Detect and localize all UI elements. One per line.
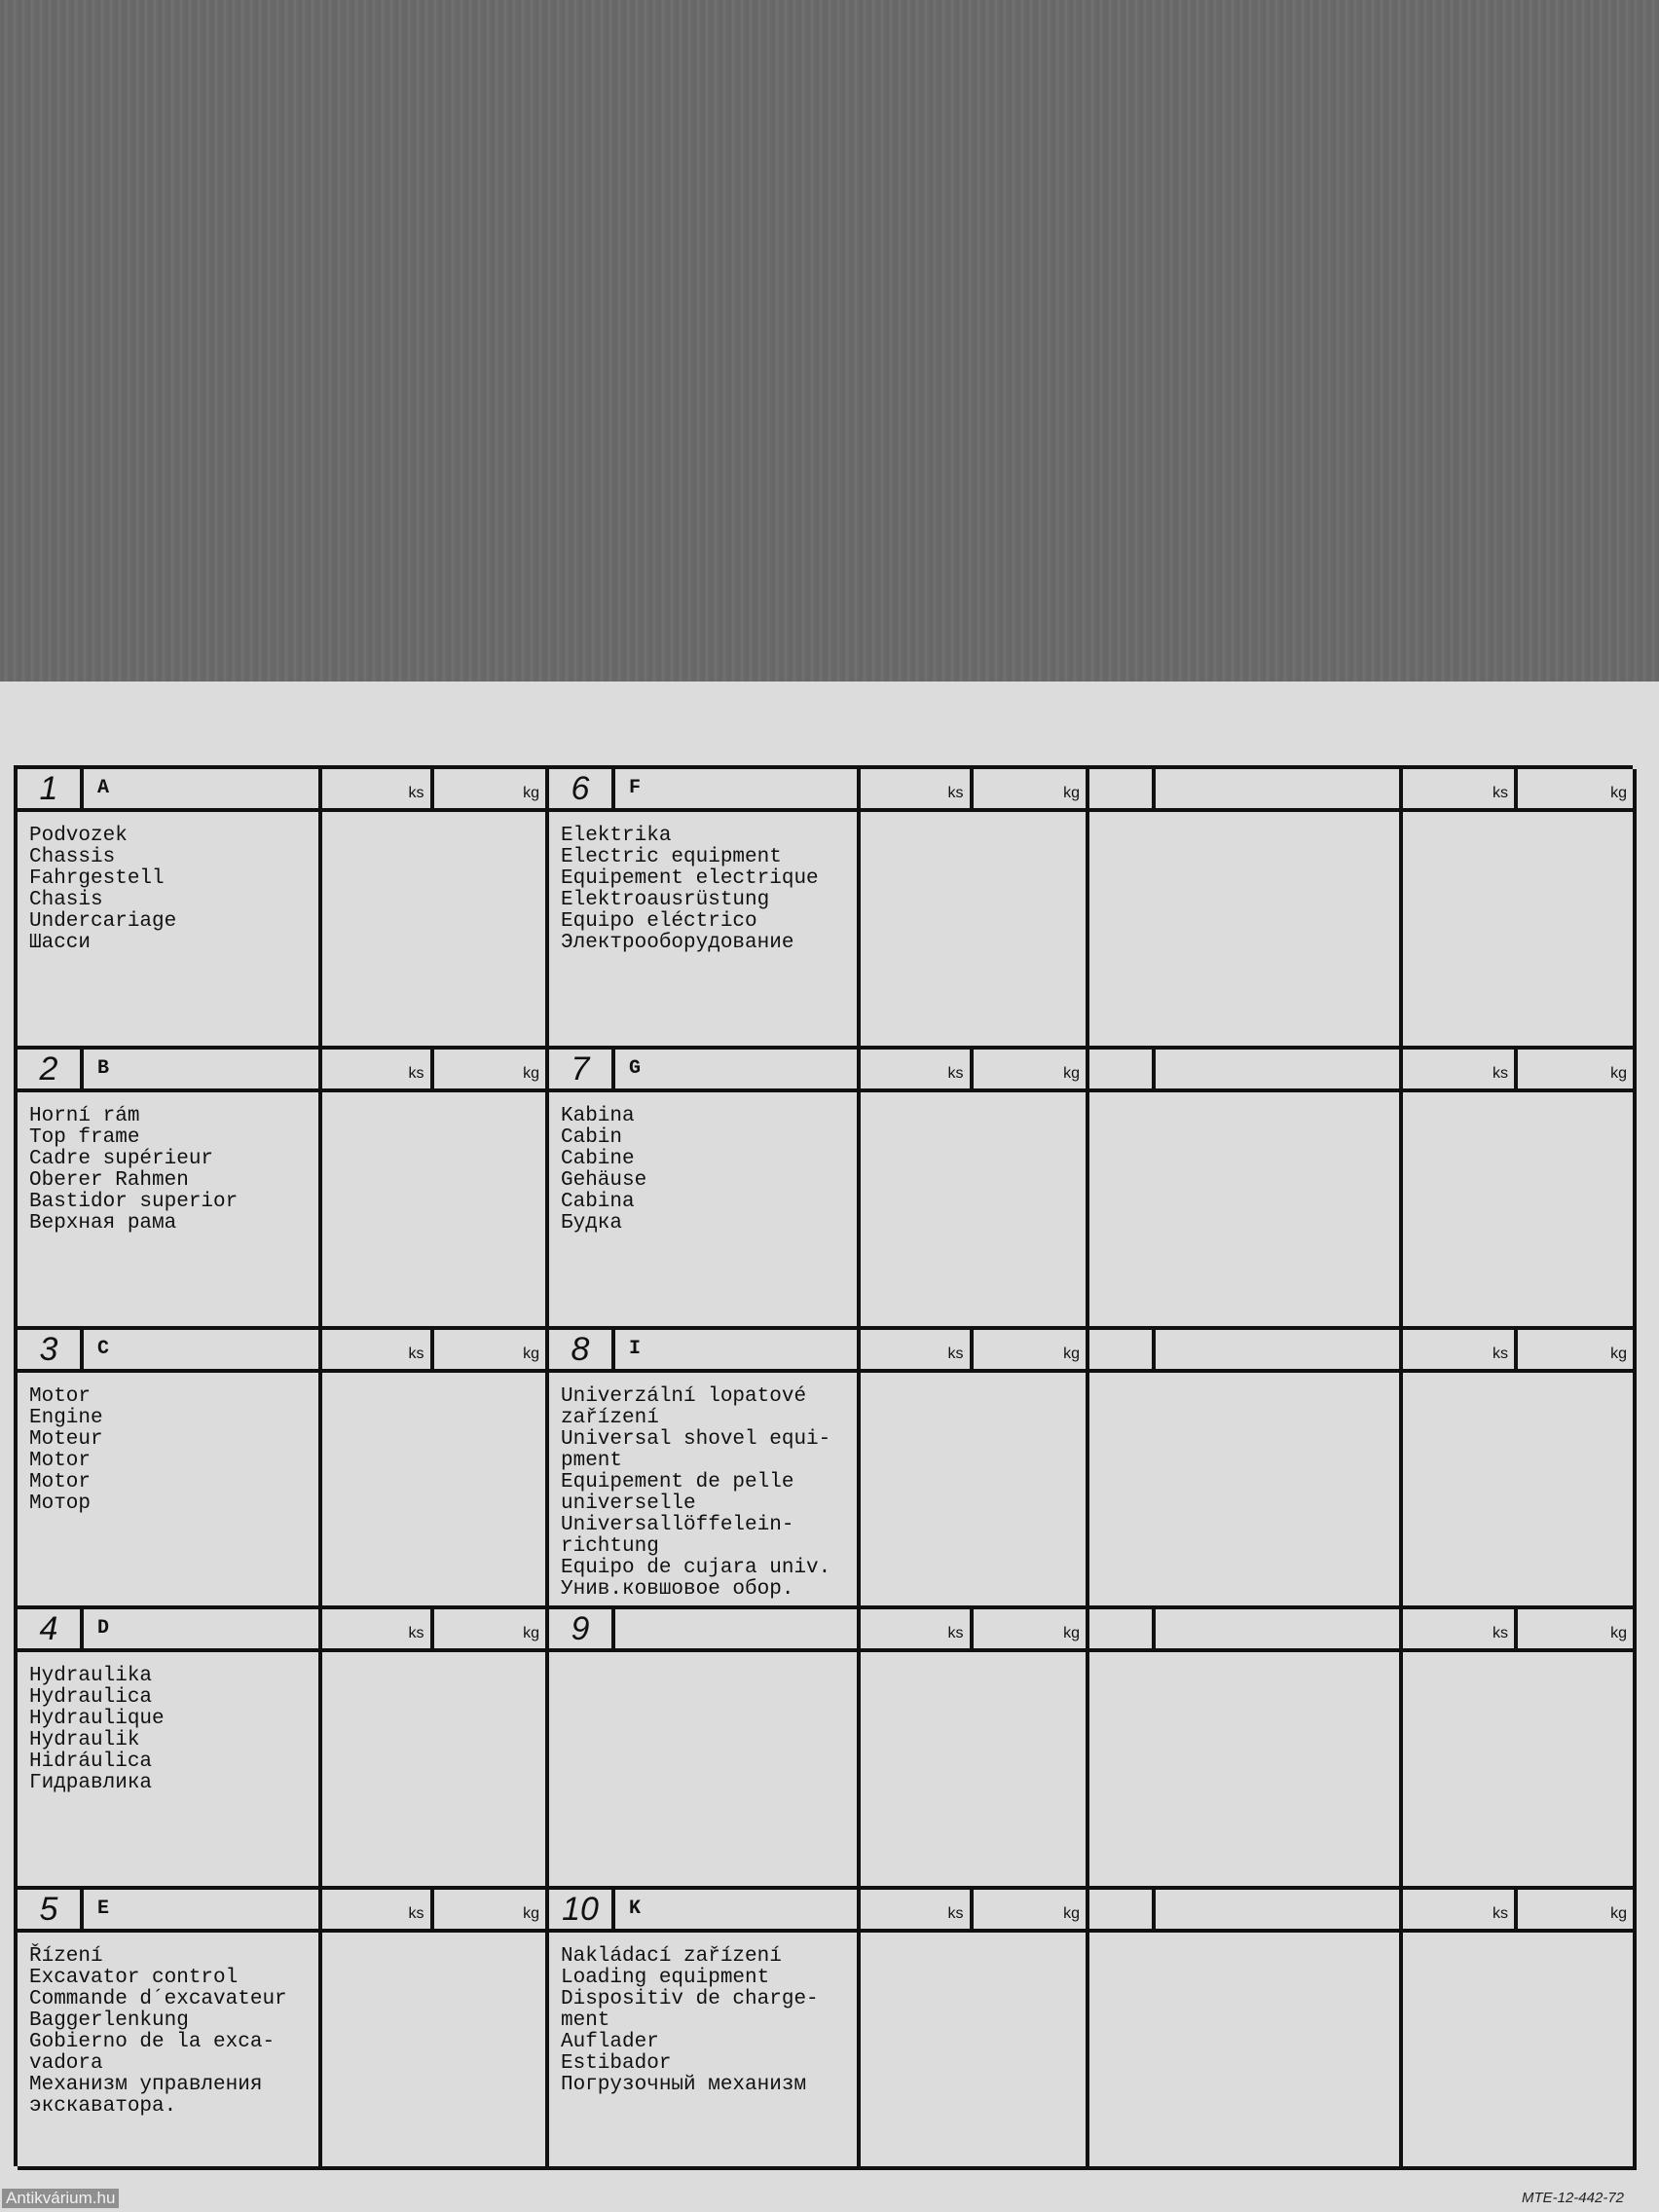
group-name-cell <box>18 1609 322 1890</box>
group-name-line: pment <box>561 1449 623 1472</box>
group-name-line: Cabin <box>561 1125 623 1149</box>
group-letter <box>1156 769 1399 808</box>
unit-ks: ks <box>1493 1625 1508 1642</box>
group-name-line: Loading equipment <box>561 1967 770 1990</box>
quantity-header <box>861 769 1086 812</box>
group-names <box>549 1652 857 1666</box>
group-number <box>1089 1050 1156 1088</box>
unit-kg: kg <box>523 1905 539 1923</box>
group-number <box>1089 1609 1156 1648</box>
quantity-cell <box>322 1609 549 1890</box>
quantity-kg-field <box>974 1330 1087 1369</box>
group-name-line: Шасси <box>29 932 92 954</box>
quantity-cell <box>1403 1609 1637 1890</box>
quantity-cell <box>1403 1330 1637 1610</box>
document-stamp: MTE-12-442-72 <box>1521 2190 1624 2206</box>
group-names <box>1089 812 1399 826</box>
group-number: 8 <box>549 1330 615 1369</box>
unit-ks: ks <box>408 1905 424 1923</box>
group-name-line: Equipo eléctrico <box>561 910 757 933</box>
group-letter: G <box>629 1056 642 1080</box>
group-letter: D <box>97 1617 110 1641</box>
group-name-cell <box>18 1050 322 1330</box>
group-name-line: Гидравлика <box>29 1772 153 1795</box>
group-name-line: Commande d´excavateur <box>29 1988 287 2011</box>
group-name-line: Hidráulica <box>29 1751 153 1774</box>
group-names <box>549 1933 857 2096</box>
group-name-line: Bastidor superior <box>29 1190 239 1213</box>
group-names <box>1089 1652 1399 1666</box>
unit-ks: ks <box>408 1345 424 1362</box>
quantity-header <box>1403 1050 1633 1092</box>
group-name-line: Top frame <box>29 1125 140 1149</box>
quantity-kg-field <box>434 769 546 808</box>
group-letter: K <box>629 1898 642 1921</box>
unit-kg: kg <box>523 785 539 801</box>
group-name-line: Undercariage <box>29 910 177 933</box>
group-letter: F <box>629 777 642 799</box>
group-name-line: Podvozek <box>29 825 128 847</box>
quantity-ks-field <box>322 769 434 808</box>
group-name-line: Řízení <box>29 1945 103 1969</box>
group-name-cell <box>18 1330 322 1610</box>
quantity-kg-field <box>974 769 1087 808</box>
quantity-cell <box>322 769 549 1050</box>
group-header <box>18 1050 318 1092</box>
group-name-cell <box>549 1330 861 1610</box>
group-names <box>549 812 857 954</box>
watermark: Antikvárium.hu <box>2 2189 119 2208</box>
unit-ks: ks <box>408 1625 424 1642</box>
quantity-kg-field <box>1518 1330 1633 1369</box>
group-number: 9 <box>549 1609 615 1648</box>
quantity-cell <box>861 1050 1089 1330</box>
quantity-cell <box>861 1330 1089 1610</box>
group-name-line: Унив.ковшовое обор. <box>561 1577 794 1601</box>
group-name-line: Engine <box>29 1406 103 1429</box>
group-name-line: Chassis <box>29 846 116 868</box>
group-name-line: Moteur <box>29 1427 103 1451</box>
group-letter: A <box>97 777 110 799</box>
unit-kg: kg <box>1063 1064 1080 1082</box>
group-number: 4 <box>18 1609 84 1648</box>
group-name-cell <box>549 1890 861 2170</box>
unit-kg: kg <box>1610 1905 1627 1923</box>
group-header <box>1089 1609 1399 1652</box>
group-name-cell <box>1089 1890 1403 2170</box>
group-name-line: Верхная рама <box>29 1211 177 1235</box>
quantity-kg-field <box>1518 769 1633 808</box>
group-letter <box>1156 1609 1399 1648</box>
quantity-ks-field <box>861 1330 974 1369</box>
quantity-ks-field <box>1403 1330 1518 1369</box>
group-header <box>549 1890 857 1933</box>
unit-ks: ks <box>1493 785 1508 801</box>
group-header <box>1089 769 1399 812</box>
group-name-line: Elektroausrüstung <box>561 889 770 911</box>
quantity-cell <box>1403 1890 1637 2170</box>
group-name-line: Hydraulique <box>29 1708 165 1731</box>
quantity-kg-field <box>1518 1050 1633 1088</box>
group-name-line: Мотор <box>29 1492 92 1515</box>
group-name-line: Hydraulica <box>29 1686 153 1710</box>
group-name-cell <box>1089 769 1403 1050</box>
group-number <box>1089 1330 1156 1369</box>
group-number: 1 <box>18 769 84 808</box>
quantity-cell <box>861 1890 1089 2170</box>
quantity-cell <box>322 1050 549 1330</box>
group-letter <box>1156 1890 1399 1929</box>
quantity-cell <box>1403 1050 1637 1330</box>
unit-ks: ks <box>1493 1064 1508 1082</box>
quantity-header <box>861 1609 1086 1652</box>
quantity-kg-field <box>1518 1890 1633 1929</box>
quantity-cell <box>322 1890 549 2170</box>
group-header <box>549 1330 857 1373</box>
group-name-line: richtung <box>561 1534 659 1558</box>
unit-ks: ks <box>947 785 964 801</box>
group-name-line: vadora <box>29 2052 103 2076</box>
group-name-line: Electric equipment <box>561 846 782 868</box>
quantity-ks-field <box>861 769 974 808</box>
group-name-line: Chasis <box>29 889 103 911</box>
group-name-line: Equipement electrique <box>561 867 819 890</box>
group-name-line: Equipement de pelle <box>561 1470 794 1493</box>
quantity-cell <box>861 1609 1089 1890</box>
group-names <box>18 1933 318 2118</box>
quantity-ks-field <box>861 1050 974 1088</box>
group-name-line: Universallöffelein- <box>561 1513 794 1536</box>
quantity-kg-field <box>434 1890 546 1929</box>
group-name-line: universelle <box>561 1492 696 1515</box>
quantity-header <box>322 769 545 812</box>
group-name-line: Horní rám <box>29 1104 140 1127</box>
quantity-header <box>861 1050 1086 1092</box>
group-name-cell <box>549 769 861 1050</box>
unit-ks: ks <box>947 1905 964 1923</box>
group-name-line: ment <box>561 2009 610 2033</box>
quantity-kg-field <box>974 1609 1087 1648</box>
group-header <box>1089 1050 1399 1092</box>
group-name-line: Equipo de cujara univ. <box>561 1556 831 1579</box>
unit-ks: ks <box>947 1064 964 1082</box>
group-name-line: Fahrgestell <box>29 867 165 890</box>
group-names <box>18 812 318 954</box>
quantity-ks-field <box>1403 1050 1518 1088</box>
group-names <box>18 1092 318 1235</box>
group-number: 2 <box>18 1050 84 1088</box>
unit-ks: ks <box>408 1064 424 1082</box>
group-header <box>549 1609 857 1652</box>
group-names <box>549 1373 857 1601</box>
quantity-kg-field <box>974 1890 1087 1929</box>
group-name-line: экскаватора. <box>29 2095 177 2119</box>
unit-kg: kg <box>1063 1345 1080 1362</box>
quantity-header <box>1403 1609 1633 1652</box>
quantity-cell <box>322 1330 549 1610</box>
unit-ks: ks <box>947 1345 964 1362</box>
group-name-line: Hydraulika <box>29 1665 153 1688</box>
unit-kg: kg <box>1063 1905 1080 1923</box>
group-name-line: Cabine <box>561 1147 635 1170</box>
quantity-kg-field <box>434 1609 546 1648</box>
group-header <box>18 1330 318 1373</box>
group-name-line: Motor <box>29 1384 92 1408</box>
group-name-line: Motor <box>29 1449 92 1472</box>
unit-ks: ks <box>408 785 424 801</box>
unit-kg: kg <box>1610 785 1627 801</box>
quantity-header <box>322 1890 545 1933</box>
quantity-header <box>322 1050 545 1092</box>
group-name-cell <box>1089 1609 1403 1890</box>
group-name-cell <box>18 1890 322 2170</box>
group-name-line: Cabina <box>561 1190 635 1213</box>
group-letter: B <box>97 1056 110 1080</box>
group-names <box>1089 1373 1399 1386</box>
quantity-header <box>861 1330 1086 1373</box>
group-name-cell <box>18 769 322 1050</box>
quantity-header <box>861 1890 1086 1933</box>
group-header <box>549 769 857 812</box>
quantity-header <box>1403 1330 1633 1373</box>
unit-kg: kg <box>1063 785 1080 801</box>
group-name-cell <box>549 1609 861 1890</box>
group-name-line: Elektrika <box>561 825 672 847</box>
quantity-header <box>1403 1890 1633 1933</box>
group-letter <box>1156 1330 1399 1369</box>
quantity-ks-field <box>322 1330 434 1369</box>
group-number: 5 <box>18 1890 84 1929</box>
quantity-ks-field <box>322 1050 434 1088</box>
quantity-kg-field <box>434 1330 546 1369</box>
group-number <box>1089 1890 1156 1929</box>
group-header <box>549 1050 857 1092</box>
group-letter: E <box>97 1898 110 1921</box>
group-name-line: Механизм управления <box>29 2074 263 2097</box>
quantity-ks-field <box>1403 769 1518 808</box>
unit-ks: ks <box>947 1625 964 1642</box>
quantity-kg-field <box>974 1050 1087 1088</box>
group-name-line: Погрузочный механизм <box>561 2074 807 2097</box>
group-letter: I <box>629 1337 642 1360</box>
group-letter <box>615 1609 857 1648</box>
quantity-ks-field <box>322 1609 434 1648</box>
quantity-header <box>322 1330 545 1373</box>
group-name-line: Nakládací zařízení <box>561 1945 782 1969</box>
group-number <box>1089 769 1156 808</box>
group-name-line: Gobierno de la exca- <box>29 2031 276 2054</box>
group-number: 10 <box>549 1890 615 1929</box>
quantity-header <box>322 1609 545 1652</box>
group-letter <box>1156 1050 1399 1088</box>
group-name-line: Motor <box>29 1470 92 1493</box>
unit-kg: kg <box>523 1625 539 1642</box>
group-name-line: Gehäuse <box>561 1168 647 1192</box>
unit-kg: kg <box>523 1064 539 1082</box>
group-name-line: Kabina <box>561 1104 635 1127</box>
unit-kg: kg <box>1610 1625 1627 1642</box>
group-header <box>18 1609 318 1652</box>
table-surface <box>0 0 1659 696</box>
group-name-line: Электрооборудование <box>561 932 794 954</box>
group-letter: C <box>97 1337 110 1360</box>
group-name-line: Dispositiv de charge- <box>561 1988 819 2011</box>
quantity-cell <box>1403 769 1637 1050</box>
group-name-line: Cadre supérieur <box>29 1147 214 1170</box>
unit-kg: kg <box>1610 1064 1627 1082</box>
quantity-cell <box>861 769 1089 1050</box>
quantity-ks-field <box>322 1890 434 1929</box>
group-header <box>1089 1330 1399 1373</box>
group-name-line: Estibador <box>561 2052 672 2076</box>
group-names <box>1089 1092 1399 1106</box>
quantity-ks-field <box>1403 1609 1518 1648</box>
unit-kg: kg <box>523 1345 539 1362</box>
quantity-ks-field <box>1403 1890 1518 1929</box>
group-header <box>18 769 318 812</box>
group-names <box>1089 1933 1399 1946</box>
group-names <box>18 1373 318 1515</box>
group-name-line: Baggerlenkung <box>29 2009 189 2033</box>
group-name-line: Universal shovel equi- <box>561 1427 831 1451</box>
quantity-header <box>1403 769 1633 812</box>
group-name-line: Univerzální lopatové <box>561 1384 807 1408</box>
group-name-line: zařízení <box>561 1406 659 1429</box>
unit-kg: kg <box>1063 1625 1080 1642</box>
parts-grid <box>14 765 1633 2166</box>
unit-ks: ks <box>1493 1905 1508 1923</box>
group-header <box>18 1890 318 1933</box>
footer <box>0 2187 1659 2212</box>
group-name-line: Hydraulik <box>29 1729 140 1752</box>
group-name-line: Auflader <box>561 2031 659 2054</box>
group-number: 6 <box>549 769 615 808</box>
unit-ks: ks <box>1493 1345 1508 1362</box>
quantity-ks-field <box>861 1609 974 1648</box>
group-name-line: Будка <box>561 1211 623 1235</box>
group-number: 3 <box>18 1330 84 1369</box>
group-name-line: Excavator control <box>29 1967 239 1990</box>
group-name-line: Oberer Rahmen <box>29 1168 189 1192</box>
group-names <box>549 1092 857 1235</box>
group-name-cell <box>1089 1330 1403 1610</box>
group-names <box>18 1652 318 1794</box>
quantity-ks-field <box>861 1890 974 1929</box>
quantity-kg-field <box>434 1050 546 1088</box>
group-name-cell <box>1089 1050 1403 1330</box>
group-name-cell <box>549 1050 861 1330</box>
unit-kg: kg <box>1610 1345 1627 1362</box>
quantity-kg-field <box>1518 1609 1633 1648</box>
group-header <box>1089 1890 1399 1933</box>
group-number: 7 <box>549 1050 615 1088</box>
